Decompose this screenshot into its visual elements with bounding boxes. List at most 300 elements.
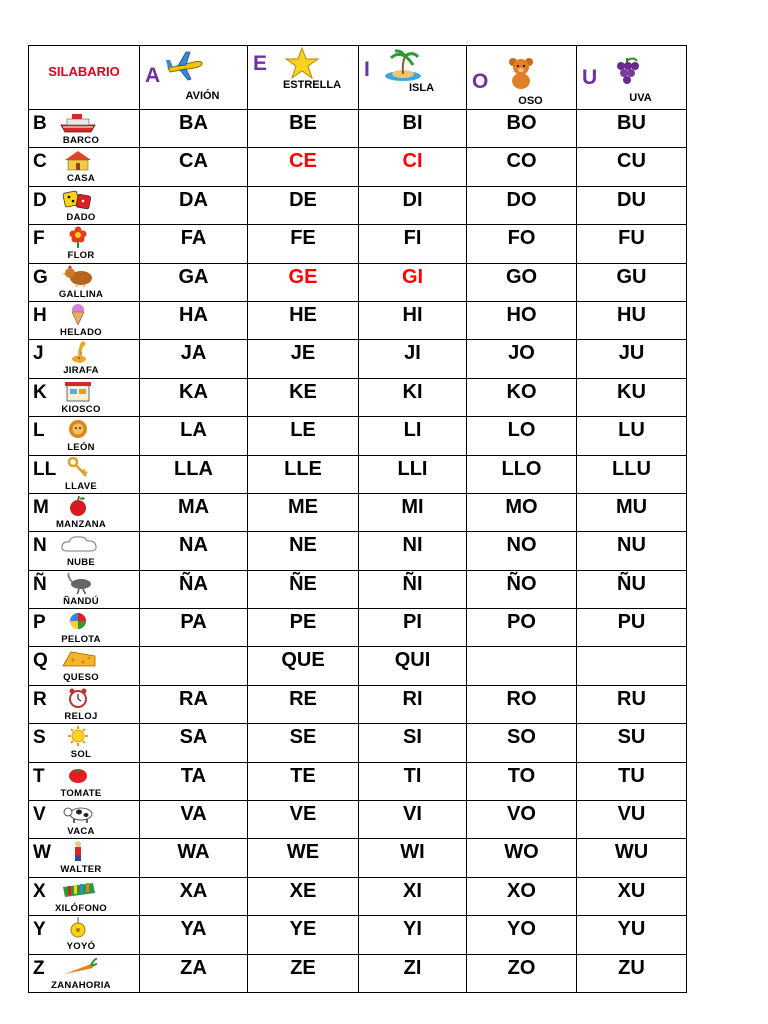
syllable: KU: [617, 380, 646, 403]
syllable-cell: [248, 532, 359, 570]
consonant-word: KIOSCO: [61, 403, 101, 415]
table-row: [29, 225, 687, 263]
syllable-cell: [577, 609, 687, 647]
vowel-letter: A: [145, 64, 161, 87]
syllable-cell: [359, 378, 467, 416]
vowel-cell-o: [467, 46, 577, 110]
syllable: GI: [401, 265, 424, 288]
syllable: HO: [506, 303, 537, 326]
table-row: [29, 340, 687, 378]
syllable: DO: [506, 188, 537, 211]
ship-icon: [59, 111, 97, 133]
syllable-cell: [359, 570, 467, 608]
syllable-cell: [248, 762, 359, 800]
syllable-cell: [140, 186, 248, 224]
syllable-cell: [140, 417, 248, 455]
cloud-icon: [59, 533, 97, 555]
syllable-cell: [467, 532, 577, 570]
syllable: CO: [506, 150, 537, 173]
syllable-cell: [359, 110, 467, 148]
table-row: [29, 762, 687, 800]
hen-icon: [59, 265, 97, 287]
syllable: ZE: [290, 956, 316, 979]
table-row: [29, 148, 687, 186]
consonant-letter: S: [33, 727, 46, 749]
syllable-cell: [140, 801, 248, 839]
syllable-cell: [577, 647, 687, 685]
syllable-cell: [140, 877, 248, 915]
syllable-cell: [467, 378, 577, 416]
syllable-cell: [577, 225, 687, 263]
syllable: MU: [615, 495, 648, 518]
syllable: DE: [289, 188, 317, 211]
syllable-cell: [467, 685, 577, 723]
syllable-cell: [467, 839, 577, 877]
syllable-cell: [359, 532, 467, 570]
syllable-cell: [140, 263, 248, 301]
consonant-cell: [29, 378, 140, 416]
table-row: [29, 839, 687, 877]
syllable-cell: [577, 685, 687, 723]
syllable-cell: [248, 417, 359, 455]
syllable: ÑE: [289, 572, 317, 595]
syllable: ÑU: [617, 572, 646, 595]
consonant-cell: [29, 455, 140, 493]
syllable: XO: [507, 879, 536, 902]
syllable-cell: [140, 762, 248, 800]
syllable: ÑO: [506, 572, 537, 595]
consonant-cell: [29, 801, 140, 839]
syllable: BI: [402, 112, 423, 134]
consonant-letter: R: [33, 688, 47, 710]
syllable-cell: [248, 148, 359, 186]
consonant-word: BARCO: [62, 135, 100, 146]
syllable: LI: [403, 419, 422, 442]
consonant-word: ÑANDÚ: [63, 595, 99, 607]
table-row: [29, 378, 687, 416]
consonant-letter: LL: [33, 458, 57, 480]
syllable: ÑA: [179, 572, 208, 595]
syllable-cell: [248, 609, 359, 647]
consonant-letter: F: [33, 228, 45, 250]
syllable-cell: [248, 340, 359, 378]
syllable: VU: [617, 803, 646, 826]
syllable: NE: [289, 534, 317, 557]
syllable: TA: [180, 764, 207, 787]
syllable-cell: [248, 570, 359, 608]
syllable: RO: [506, 687, 537, 710]
syllable-cell: [140, 724, 248, 762]
syllable: RI: [402, 687, 423, 710]
consonant-cell: [29, 301, 140, 339]
syllable-cell: [140, 455, 248, 493]
syllable-cell: [577, 340, 687, 378]
table-row: [29, 417, 687, 455]
consonant-letter: G: [33, 266, 48, 288]
syllable-cell: [359, 916, 467, 954]
table-row: [29, 609, 687, 647]
syllable-cell: [467, 647, 577, 685]
syllable-cell: [577, 301, 687, 339]
consonant-letter: Z: [33, 957, 45, 979]
syllable: JE: [290, 342, 316, 365]
syllable: HA: [179, 303, 208, 326]
syllable-cell: [577, 493, 687, 531]
syllable-cell: [140, 609, 248, 647]
consonant-letter: W: [33, 842, 51, 864]
syllable: YI: [403, 918, 422, 941]
consonant-word: JIRAFA: [63, 365, 99, 377]
syllable: WI: [400, 841, 425, 864]
syllable-cell: [359, 225, 467, 263]
consonant-word: NUBE: [66, 557, 96, 569]
table-row: [29, 570, 687, 608]
syllable: MA: [177, 495, 210, 518]
consonant-cell: [29, 110, 140, 148]
syllable: XE: [289, 879, 317, 902]
syllable: TU: [618, 764, 645, 787]
vowel-word: AVIÓN: [185, 90, 220, 102]
syllable-cell: [359, 493, 467, 531]
consonant-letter: J: [33, 343, 44, 365]
consonant-cell: [29, 225, 140, 263]
consonant-letter: C: [33, 151, 47, 173]
syllable: VA: [180, 803, 207, 826]
consonant-cell: [29, 493, 140, 531]
table-row: [29, 301, 687, 339]
syllable: ZA: [180, 956, 207, 979]
syllable: PA: [180, 611, 207, 634]
syllable-cell: [359, 877, 467, 915]
syllable-cell: [140, 493, 248, 531]
consonant-letter: V: [33, 804, 46, 826]
consonant-word: LEÓN: [67, 442, 95, 454]
syllable-cell: [140, 225, 248, 263]
page-title: SILABARIO: [48, 64, 120, 79]
vowel-cell-a: [140, 46, 248, 110]
syllable-cell: [467, 148, 577, 186]
syllable: WO: [504, 841, 539, 864]
consonant-letter: D: [33, 189, 47, 211]
carrot-icon: [59, 956, 97, 978]
syllable-cell: [467, 340, 577, 378]
consonant-cell: [29, 263, 140, 301]
syllable: GO: [505, 265, 538, 288]
header-row: [29, 46, 687, 110]
star-icon: [282, 46, 322, 80]
vowel-word: ISLA: [408, 82, 435, 94]
syllable-cell: [248, 916, 359, 954]
syllable-cell: [359, 340, 467, 378]
syllable-cell: [248, 225, 359, 263]
table-row: [29, 455, 687, 493]
syllable: CI: [402, 150, 423, 173]
syllable: YO: [507, 918, 536, 941]
consonant-word: WALTER: [60, 864, 102, 876]
syllable-cell: [140, 570, 248, 608]
consonant-word: CASA: [66, 173, 96, 185]
syllable: NA: [179, 534, 208, 557]
syllable: VI: [403, 803, 422, 826]
apple-icon: [59, 495, 97, 517]
syllable-cell: [359, 724, 467, 762]
key-icon: [59, 457, 97, 479]
syllable-cell: [359, 301, 467, 339]
syllable: PO: [507, 611, 536, 634]
syllable-cell: [140, 301, 248, 339]
syllable: QUE: [281, 649, 325, 672]
cheese-icon: [59, 648, 97, 670]
syllable-cell: [577, 263, 687, 301]
consonant-letter: Ñ: [33, 573, 47, 595]
syllable: LLE: [284, 457, 322, 480]
syllable-cell: [467, 493, 577, 531]
consonant-letter: B: [33, 113, 47, 134]
syllable: RU: [617, 687, 646, 710]
syllable-cell: [467, 724, 577, 762]
syllable-cell: [248, 263, 359, 301]
syllable-cell: [248, 647, 359, 685]
syllable: HE: [289, 303, 317, 326]
syllable: HU: [617, 303, 646, 326]
consonant-word: GALLINA: [58, 288, 104, 300]
syllable-cell: [467, 225, 577, 263]
syllable: JU: [618, 342, 645, 365]
syllable-cell: [359, 609, 467, 647]
syllable: YE: [289, 918, 317, 941]
syllable: JO: [508, 342, 535, 365]
syllable-cell: [248, 839, 359, 877]
syllable: TE: [290, 764, 316, 787]
vowel-cell-u: [577, 46, 687, 110]
vowel-word: UVA: [629, 92, 652, 104]
syllable: GA: [178, 265, 209, 288]
syllable-cell: [467, 609, 577, 647]
consonant-word: VACA: [67, 826, 95, 838]
consonant-cell: [29, 532, 140, 570]
syllable-cell: [467, 916, 577, 954]
cow-icon: [59, 802, 97, 824]
consonant-letter: H: [33, 304, 47, 326]
syllable-cell: [248, 378, 359, 416]
syllable-cell: [359, 762, 467, 800]
vowel-letter: E: [253, 52, 268, 75]
syllable: WA: [177, 841, 210, 864]
kiosk-icon: [59, 380, 97, 402]
syllable: ZI: [403, 956, 422, 979]
syllable: GE: [288, 265, 318, 288]
syllable-cell: [467, 570, 577, 608]
syllable: ZU: [618, 956, 645, 979]
syllable: NI: [402, 534, 423, 557]
syllable: RA: [179, 687, 208, 710]
syllable-cell: [467, 301, 577, 339]
syllable-cell: [359, 839, 467, 877]
ice-cream-icon: [59, 303, 97, 325]
alarm-clock-icon: [59, 687, 97, 709]
syllable-cell: [248, 301, 359, 339]
consonant-word: LLAVE: [65, 480, 97, 492]
syllable: VO: [507, 803, 536, 826]
consonant-cell: [29, 954, 140, 992]
syllable: PE: [289, 611, 317, 634]
consonant-cell: [29, 186, 140, 224]
consonant-letter: M: [33, 496, 49, 518]
syllable: LO: [507, 419, 536, 442]
syllable: BA: [179, 112, 208, 134]
syllable: TI: [403, 764, 422, 787]
tomato-icon: [59, 764, 97, 786]
syllable: TO: [507, 764, 536, 787]
consonant-cell: [29, 877, 140, 915]
syllable: DA: [179, 188, 208, 211]
syllable: LLU: [612, 457, 651, 480]
consonant-word: RELOJ: [64, 710, 98, 722]
syllable-cell: [467, 263, 577, 301]
xylophone-icon: [59, 879, 97, 901]
syllable-cell: [359, 954, 467, 992]
syllable-cell: [467, 877, 577, 915]
syllable: XI: [403, 879, 422, 902]
consonant-letter: Y: [33, 919, 46, 941]
syllable-cell: [577, 877, 687, 915]
syllable-cell: [248, 685, 359, 723]
syllable-cell: [248, 455, 359, 493]
consonant-word: QUESO: [63, 672, 99, 684]
syllable-cell: [248, 954, 359, 992]
syllable-cell: [577, 532, 687, 570]
flower-icon: [59, 226, 97, 248]
syllable: FO: [507, 227, 536, 250]
syllable: MI: [401, 495, 424, 518]
syllable: LU: [618, 419, 645, 442]
syllable: ÑI: [402, 572, 423, 595]
consonant-letter: K: [33, 381, 47, 403]
consonant-cell: [29, 724, 140, 762]
consonant-word: YOYÓ: [66, 941, 96, 953]
grapes-icon: [607, 56, 647, 90]
consonant-letter: N: [33, 535, 47, 557]
syllable-cell: [248, 493, 359, 531]
syllable-cell: [248, 724, 359, 762]
syllable: [467, 647, 576, 649]
syllable: JI: [404, 342, 421, 365]
consonant-cell: [29, 685, 140, 723]
syllable: JA: [180, 342, 207, 365]
consonant-letter: T: [33, 765, 45, 787]
vowel-cell-i: [359, 46, 467, 110]
consonant-letter: L: [33, 420, 45, 442]
consonant-word: DADO: [66, 211, 96, 223]
syllable: QUI: [394, 649, 431, 672]
table-row: [29, 801, 687, 839]
syllable-cell: [140, 532, 248, 570]
syllable-cell: [248, 877, 359, 915]
syllable-cell: [248, 110, 359, 148]
table-row: [29, 532, 687, 570]
syllable: FU: [618, 227, 645, 250]
table-row: [29, 685, 687, 723]
vowel-word: ESTRELLA: [282, 79, 342, 91]
syllable: PU: [617, 611, 646, 634]
syllable-cell: [359, 455, 467, 493]
vowel-letter: O: [472, 70, 489, 93]
syllable-cell: [577, 378, 687, 416]
consonant-cell: [29, 609, 140, 647]
vowel-cell-e: [248, 46, 359, 110]
consonant-cell: [29, 570, 140, 608]
syllable: SA: [179, 726, 208, 749]
lion-icon: [59, 418, 97, 440]
consonant-word: HELADO: [60, 326, 102, 338]
syllable-cell: [359, 685, 467, 723]
syllable-cell: [577, 148, 687, 186]
syllable: FA: [180, 227, 207, 250]
syllable-cell: [140, 839, 248, 877]
syllable-cell: [140, 110, 248, 148]
syllable: YA: [180, 918, 207, 941]
syllable-cell: [467, 110, 577, 148]
airplane-icon: [164, 48, 204, 82]
syllable-cell: [577, 954, 687, 992]
teddy-bear-icon: [501, 56, 541, 90]
consonant-cell: [29, 148, 140, 186]
table-row: [29, 724, 687, 762]
syllable-cell: [359, 186, 467, 224]
syllable: YU: [617, 918, 646, 941]
syllable-cell: [577, 186, 687, 224]
rhea-icon: [59, 572, 97, 594]
syllable-cell: [140, 378, 248, 416]
syllable-cell: [359, 417, 467, 455]
table-row: [29, 647, 687, 685]
yoyo-icon: [59, 917, 97, 939]
syllable-cell: [577, 916, 687, 954]
dice-icon: [59, 188, 97, 210]
syllable: HI: [402, 303, 423, 326]
syllable-cell: [467, 954, 577, 992]
island-icon: [383, 48, 423, 82]
syllable-cell: [467, 417, 577, 455]
syllable: LLO: [501, 457, 542, 480]
consonant-word: PELOTA: [61, 634, 101, 646]
table-row: [29, 186, 687, 224]
syllable-cell: [577, 570, 687, 608]
boy-icon: [59, 840, 97, 862]
consonant-cell: [29, 647, 140, 685]
syllable: SO: [507, 726, 536, 749]
syllable: KA: [179, 380, 208, 403]
consonant-letter: Q: [33, 650, 48, 672]
consonant-word: XILÓFONO: [54, 902, 107, 914]
syllable-cell: [140, 647, 248, 685]
ball-icon: [59, 610, 97, 632]
table-row: [29, 110, 687, 148]
giraffe-icon: [59, 341, 97, 363]
syllable-cell: [577, 417, 687, 455]
syllable: NO: [506, 534, 537, 557]
syllable: LLA: [174, 457, 213, 480]
table-row: [29, 493, 687, 531]
consonant-cell: [29, 417, 140, 455]
syllable-cell: [467, 801, 577, 839]
title-cell: [29, 46, 140, 110]
syllable-cell: [467, 455, 577, 493]
syllable: KO: [506, 380, 537, 403]
consonant-letter: P: [33, 612, 46, 634]
syllable: GU: [616, 265, 647, 288]
syllable-cell: [359, 801, 467, 839]
